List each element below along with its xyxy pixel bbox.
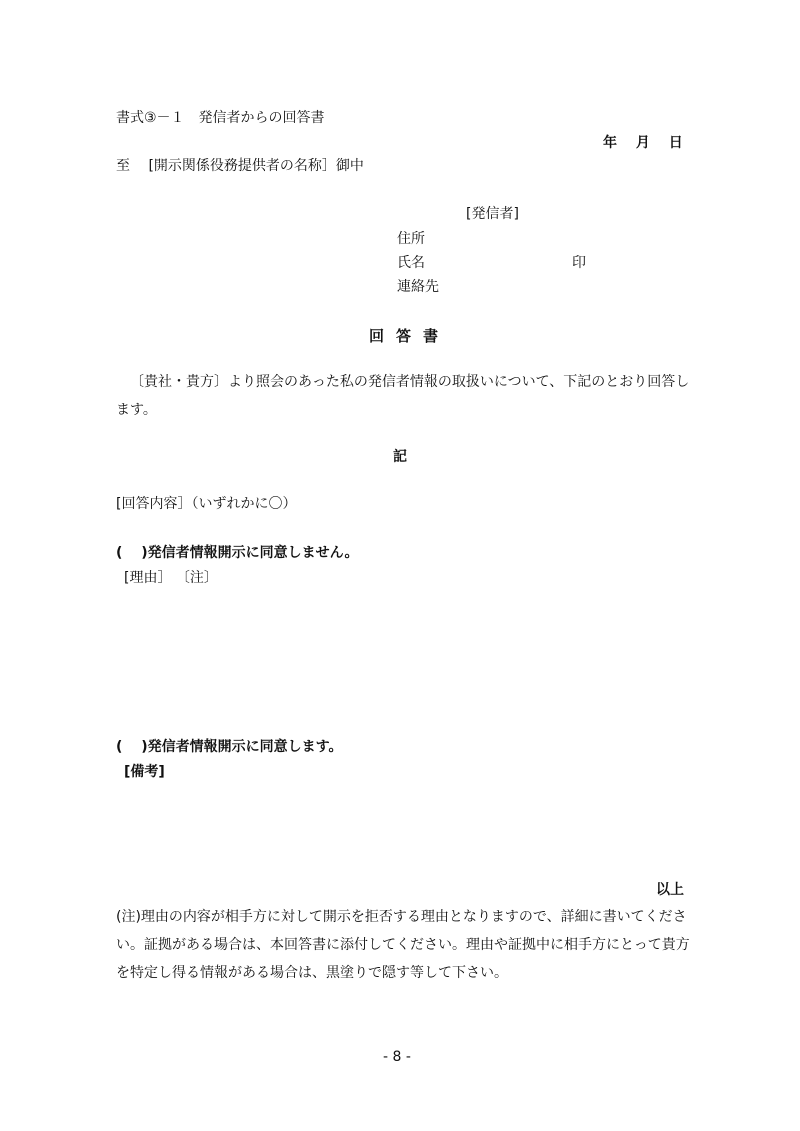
document-title: 回答書 — [369, 327, 451, 345]
remarks-label: [備考] — [124, 764, 165, 780]
date-line: 年 月 日 — [603, 135, 683, 151]
contact-label: 連絡先 — [397, 279, 439, 295]
page-number: - 8 - — [383, 1049, 411, 1065]
sender-heading: [発信者] — [466, 206, 519, 222]
addressee: 至 [開示関係役務提供者の名称］御中 — [116, 158, 364, 174]
form-label: 書式③－１ 発信者からの回答書 — [116, 110, 325, 126]
intro-paragraph: 〔貴社・貴方〕より照会のあった私の発信者情報の取扱いについて、下記のとおり回答します。 — [116, 374, 690, 418]
option-disagree: ( )発信者情報開示に同意しません。 — [116, 545, 359, 561]
option-agree: ( )発信者情報開示に同意します。 — [116, 739, 343, 755]
ki-heading: 記 — [393, 449, 407, 465]
reason-label: [理由］ 〔注〕 — [124, 570, 218, 586]
answer-heading: [回答内容］（いずれかに〇） — [116, 496, 297, 512]
name-label: 氏名 — [397, 255, 425, 271]
address-label: 住所 — [397, 231, 425, 247]
note-paragraph: (注)理由の内容が相手方に対して開示を拒否する理由となりますので、詳細に書いてください。証拠がある場合は、本回答書に添付してください。理由や証拠中に相手方にとって貴方を特定し得る情報がある場合は、黒塗りで隠す等して下さい。 — [116, 909, 690, 981]
closing-mark: 以上 — [656, 882, 684, 898]
seal-mark: 印 — [572, 255, 586, 271]
